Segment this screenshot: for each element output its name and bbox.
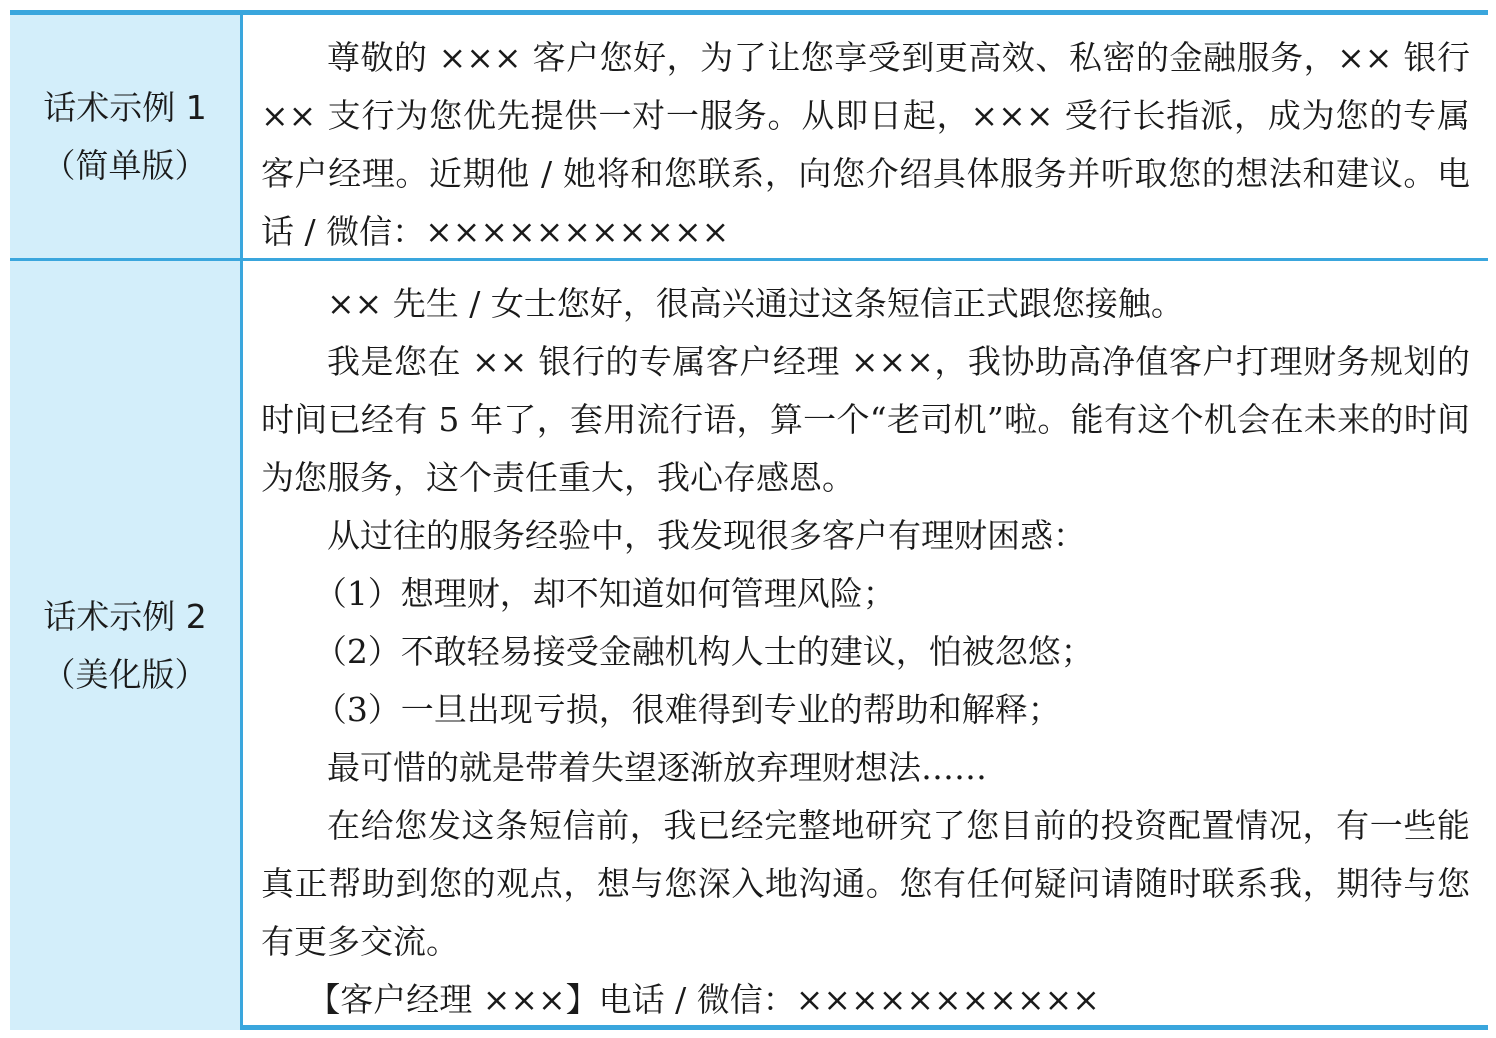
example-1-label: [10, 15, 243, 261]
example-2-title: 话术示例 2: [43, 596, 207, 636]
example-2-item-2: （2）不敢轻易接受金融机构人士的建议，怕被忽悠；: [313, 632, 1094, 671]
example-1-paragraph: 尊敬的 ××× 客户您好，为了让您享受到更高效、私密的金融服务，×× 银行 ×× 支行为您优先提供一对一服务。从即日起，××× 受行长指派，成为您的专属客户经理。近期他 / 她将和您联系，向您介绍具体服务并听取您的想法和建议。电话 / 微信：×××××××××××: [261, 38, 1470, 251]
example-2-signature: 【客户经理 ×××】电话 / 微信：×××××××××××: [307, 980, 1100, 1019]
example-2-item-3: （3）一旦出现亏损，很难得到专业的帮助和解释；: [313, 690, 1061, 729]
example-1-content: [243, 15, 1488, 261]
example-2-regret: 最可惜的就是带着失望逐渐放弃理财想法……: [327, 748, 987, 787]
example-2-item-1: （1）想理财，却不知道如何管理风险；: [313, 574, 896, 613]
example-2-label: [10, 261, 243, 1030]
example-1-title: 话术示例 1: [43, 87, 207, 127]
example-2-intro: 我是您在 ×× 银行的专属客户经理 ×××，我协助高净值客户打理财务规划的时间已经有 5 年了，套用流行语，算一个“老司机”啦。能有这个机会在未来的时间为您服务，这个责任重大，我心存感恩。: [261, 342, 1470, 497]
example-2-closing: 在给您发这条短信前，我已经完整地研究了您目前的投资配置情况，有一些能真正帮助到您的观点，想与您深入地沟通。您有任何疑问请随时联系我，期待与您有更多交流。: [261, 806, 1470, 961]
example-2-greeting: ×× 先生 / 女士您好，很高兴通过这条短信正式跟您接触。: [327, 284, 1184, 323]
script-examples-table: [10, 10, 1488, 1030]
example-2-version: （美化版）: [42, 654, 208, 694]
example-2-lead: 从过往的服务经验中，我发现很多客户有理财困惑：: [327, 516, 1086, 555]
example-1-version: （简单版）: [42, 145, 208, 185]
example-2-content: [243, 261, 1488, 1030]
